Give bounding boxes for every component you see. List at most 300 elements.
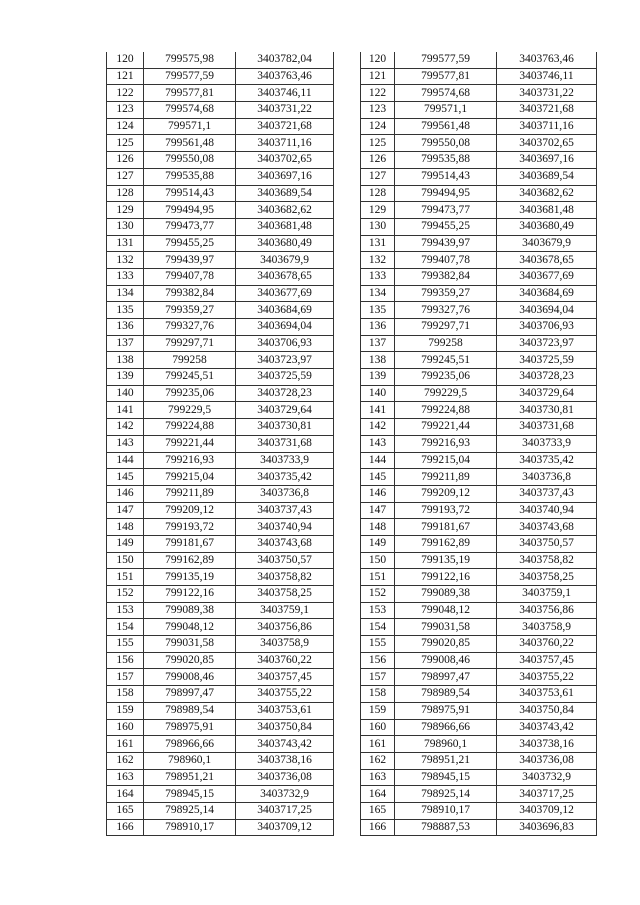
point-number-cell: 151 bbox=[107, 569, 144, 586]
point-number-cell: 139 bbox=[361, 369, 395, 386]
table-row bbox=[361, 419, 597, 436]
x-coordinate-cell: 799235,06 bbox=[144, 385, 236, 402]
x-coordinate-cell: 799494,95 bbox=[395, 185, 497, 202]
table-row bbox=[361, 719, 597, 736]
point-number-cell: 122 bbox=[361, 85, 395, 102]
point-number-cell: 162 bbox=[107, 752, 144, 769]
y-coordinate-cell: 3403756,86 bbox=[236, 619, 334, 636]
x-coordinate-cell: 798997,47 bbox=[144, 686, 236, 703]
point-number-cell: 144 bbox=[107, 452, 144, 469]
x-coordinate-cell: 799297,71 bbox=[395, 319, 497, 336]
x-coordinate-cell: 799216,93 bbox=[144, 452, 236, 469]
y-coordinate-cell: 3403696,83 bbox=[497, 819, 597, 836]
x-coordinate-cell: 798975,91 bbox=[144, 719, 236, 736]
x-coordinate-cell: 799215,04 bbox=[395, 452, 497, 469]
x-coordinate-cell: 799455,25 bbox=[395, 218, 497, 235]
table-row bbox=[107, 469, 334, 486]
point-number-cell: 166 bbox=[361, 819, 395, 836]
table-row bbox=[107, 102, 334, 119]
point-number-cell: 137 bbox=[361, 335, 395, 352]
y-coordinate-cell: 3403743,42 bbox=[497, 719, 597, 736]
table-row bbox=[361, 702, 597, 719]
x-coordinate-cell: 799550,08 bbox=[144, 152, 236, 169]
x-coordinate-cell: 799162,89 bbox=[144, 552, 236, 569]
table-row bbox=[361, 519, 597, 536]
x-coordinate-cell: 799439,97 bbox=[395, 235, 497, 252]
point-number-cell: 133 bbox=[107, 268, 144, 285]
x-coordinate-cell: 799359,27 bbox=[395, 285, 497, 302]
point-number-cell: 160 bbox=[107, 719, 144, 736]
table-row bbox=[107, 719, 334, 736]
y-coordinate-cell: 3403737,43 bbox=[497, 485, 597, 502]
y-coordinate-cell: 3403689,54 bbox=[497, 168, 597, 185]
x-coordinate-cell: 799535,88 bbox=[395, 152, 497, 169]
point-number-cell: 130 bbox=[361, 218, 395, 235]
x-coordinate-cell: 799382,84 bbox=[144, 285, 236, 302]
table-row bbox=[107, 369, 334, 386]
y-coordinate-cell: 3403725,59 bbox=[236, 369, 334, 386]
x-coordinate-cell: 799382,84 bbox=[395, 268, 497, 285]
x-coordinate-cell: 799122,16 bbox=[395, 569, 497, 586]
point-number-cell: 156 bbox=[361, 652, 395, 669]
point-number-cell: 135 bbox=[107, 302, 144, 319]
table-row bbox=[107, 586, 334, 603]
y-coordinate-cell: 3403729,64 bbox=[497, 385, 597, 402]
x-coordinate-cell: 799574,68 bbox=[144, 102, 236, 119]
y-coordinate-cell: 3403729,64 bbox=[236, 402, 334, 419]
table-row bbox=[361, 769, 597, 786]
y-coordinate-cell: 3403763,46 bbox=[497, 52, 597, 68]
point-number-cell: 159 bbox=[361, 702, 395, 719]
point-number-cell: 156 bbox=[107, 652, 144, 669]
x-coordinate-cell: 798945,15 bbox=[144, 786, 236, 803]
x-coordinate-cell: 798960,1 bbox=[144, 752, 236, 769]
table-row bbox=[107, 402, 334, 419]
point-number-cell: 161 bbox=[107, 736, 144, 753]
y-coordinate-cell: 3403758,9 bbox=[497, 619, 597, 636]
table-row bbox=[107, 669, 334, 686]
y-coordinate-cell: 3403681,48 bbox=[236, 218, 334, 235]
point-number-cell: 155 bbox=[107, 636, 144, 653]
y-coordinate-cell: 3403731,22 bbox=[497, 85, 597, 102]
point-number-cell: 152 bbox=[361, 586, 395, 603]
table-row bbox=[361, 802, 597, 819]
x-coordinate-cell: 799327,76 bbox=[144, 319, 236, 336]
point-number-cell: 143 bbox=[107, 435, 144, 452]
table-row bbox=[107, 535, 334, 552]
y-coordinate-cell: 3403678,65 bbox=[236, 268, 334, 285]
y-coordinate-cell: 3403723,97 bbox=[236, 352, 334, 369]
x-coordinate-cell: 799359,27 bbox=[144, 302, 236, 319]
x-coordinate-cell: 798997,47 bbox=[395, 669, 497, 686]
left-table-body bbox=[107, 52, 334, 836]
x-coordinate-cell: 799575,98 bbox=[144, 52, 236, 68]
table-row bbox=[107, 85, 334, 102]
y-coordinate-cell: 3403758,82 bbox=[497, 552, 597, 569]
table-row bbox=[361, 185, 597, 202]
point-number-cell: 158 bbox=[107, 686, 144, 703]
y-coordinate-cell: 3403684,69 bbox=[236, 302, 334, 319]
table-row bbox=[107, 819, 334, 836]
y-coordinate-cell: 3403735,42 bbox=[236, 469, 334, 486]
x-coordinate-cell: 799020,85 bbox=[395, 636, 497, 653]
y-coordinate-cell: 3403732,9 bbox=[497, 769, 597, 786]
y-coordinate-cell: 3403702,65 bbox=[497, 135, 597, 152]
table-row bbox=[361, 285, 597, 302]
y-coordinate-cell: 3403731,22 bbox=[236, 102, 334, 119]
x-coordinate-cell: 798887,53 bbox=[395, 819, 497, 836]
point-number-cell: 152 bbox=[107, 586, 144, 603]
x-coordinate-cell: 799455,25 bbox=[144, 235, 236, 252]
point-number-cell: 140 bbox=[361, 385, 395, 402]
y-coordinate-cell: 3403759,1 bbox=[497, 586, 597, 603]
y-coordinate-cell: 3403740,94 bbox=[497, 502, 597, 519]
x-coordinate-cell: 798951,21 bbox=[395, 752, 497, 769]
point-number-cell: 122 bbox=[107, 85, 144, 102]
table-row bbox=[361, 118, 597, 135]
x-coordinate-cell: 799224,88 bbox=[395, 402, 497, 419]
table-row bbox=[361, 202, 597, 219]
point-number-cell: 135 bbox=[361, 302, 395, 319]
right-coordinate-table bbox=[360, 52, 597, 836]
table-row bbox=[107, 168, 334, 185]
x-coordinate-cell: 798925,14 bbox=[144, 802, 236, 819]
point-number-cell: 128 bbox=[107, 185, 144, 202]
x-coordinate-cell: 799089,38 bbox=[144, 602, 236, 619]
table-row bbox=[107, 302, 334, 319]
x-coordinate-cell: 798910,17 bbox=[395, 802, 497, 819]
y-coordinate-cell: 3403750,57 bbox=[497, 535, 597, 552]
table-row bbox=[361, 652, 597, 669]
y-coordinate-cell: 3403728,23 bbox=[497, 369, 597, 386]
table-row bbox=[361, 535, 597, 552]
y-coordinate-cell: 3403717,25 bbox=[236, 802, 334, 819]
y-coordinate-cell: 3403738,16 bbox=[236, 752, 334, 769]
x-coordinate-cell: 799571,1 bbox=[395, 102, 497, 119]
y-coordinate-cell: 3403755,22 bbox=[497, 669, 597, 686]
y-coordinate-cell: 3403746,11 bbox=[497, 68, 597, 85]
point-number-cell: 166 bbox=[107, 819, 144, 836]
table-row bbox=[107, 736, 334, 753]
point-number-cell: 137 bbox=[107, 335, 144, 352]
x-coordinate-cell: 799439,97 bbox=[144, 252, 236, 269]
table-row bbox=[107, 552, 334, 569]
y-coordinate-cell: 3403697,16 bbox=[497, 152, 597, 169]
point-number-cell: 124 bbox=[361, 118, 395, 135]
y-coordinate-cell: 3403757,45 bbox=[236, 669, 334, 686]
x-coordinate-cell: 798966,66 bbox=[144, 736, 236, 753]
x-coordinate-cell: 799215,04 bbox=[144, 469, 236, 486]
x-coordinate-cell: 799162,89 bbox=[395, 535, 497, 552]
x-coordinate-cell: 799211,89 bbox=[144, 485, 236, 502]
x-coordinate-cell: 799181,67 bbox=[395, 519, 497, 536]
y-coordinate-cell: 3403711,16 bbox=[236, 135, 334, 152]
point-number-cell: 162 bbox=[361, 752, 395, 769]
table-row bbox=[361, 686, 597, 703]
point-number-cell: 160 bbox=[361, 719, 395, 736]
x-coordinate-cell: 799216,93 bbox=[395, 435, 497, 452]
table-row bbox=[107, 619, 334, 636]
table-row bbox=[361, 602, 597, 619]
point-number-cell: 165 bbox=[361, 802, 395, 819]
point-number-cell: 124 bbox=[107, 118, 144, 135]
x-coordinate-cell: 799571,1 bbox=[144, 118, 236, 135]
y-coordinate-cell: 3403757,45 bbox=[497, 652, 597, 669]
table-row bbox=[107, 636, 334, 653]
x-coordinate-cell: 799258 bbox=[144, 352, 236, 369]
table-row bbox=[107, 802, 334, 819]
point-number-cell: 129 bbox=[361, 202, 395, 219]
x-coordinate-cell: 799550,08 bbox=[395, 135, 497, 152]
y-coordinate-cell: 3403738,16 bbox=[497, 736, 597, 753]
point-number-cell: 163 bbox=[107, 769, 144, 786]
x-coordinate-cell: 799514,43 bbox=[144, 185, 236, 202]
point-number-cell: 127 bbox=[361, 168, 395, 185]
point-number-cell: 139 bbox=[107, 369, 144, 386]
point-number-cell: 132 bbox=[107, 252, 144, 269]
y-coordinate-cell: 3403682,62 bbox=[497, 185, 597, 202]
table-row bbox=[107, 352, 334, 369]
y-coordinate-cell: 3403759,1 bbox=[236, 602, 334, 619]
x-coordinate-cell: 798989,54 bbox=[144, 702, 236, 719]
table-row bbox=[361, 402, 597, 419]
x-coordinate-cell: 798951,21 bbox=[144, 769, 236, 786]
table-row bbox=[107, 652, 334, 669]
point-number-cell: 141 bbox=[361, 402, 395, 419]
point-number-cell: 165 bbox=[107, 802, 144, 819]
x-coordinate-cell: 799048,12 bbox=[144, 619, 236, 636]
y-coordinate-cell: 3403709,12 bbox=[497, 802, 597, 819]
y-coordinate-cell: 3403721,68 bbox=[497, 102, 597, 119]
point-number-cell: 153 bbox=[361, 602, 395, 619]
table-row bbox=[107, 519, 334, 536]
y-coordinate-cell: 3403731,68 bbox=[497, 419, 597, 436]
y-coordinate-cell: 3403684,69 bbox=[497, 285, 597, 302]
x-coordinate-cell: 799089,38 bbox=[395, 586, 497, 603]
table-row bbox=[361, 819, 597, 836]
table-row bbox=[107, 385, 334, 402]
point-number-cell: 121 bbox=[361, 68, 395, 85]
y-coordinate-cell: 3403680,49 bbox=[236, 235, 334, 252]
point-number-cell: 138 bbox=[361, 352, 395, 369]
x-coordinate-cell: 799122,16 bbox=[144, 586, 236, 603]
y-coordinate-cell: 3403677,69 bbox=[497, 268, 597, 285]
point-number-cell: 144 bbox=[361, 452, 395, 469]
x-coordinate-cell: 799473,77 bbox=[144, 218, 236, 235]
table-row bbox=[361, 352, 597, 369]
y-coordinate-cell: 3403682,62 bbox=[236, 202, 334, 219]
point-number-cell: 149 bbox=[361, 535, 395, 552]
table-row bbox=[361, 586, 597, 603]
table-row bbox=[107, 502, 334, 519]
left-coordinate-table bbox=[106, 52, 334, 836]
point-number-cell: 141 bbox=[107, 402, 144, 419]
y-coordinate-cell: 3403760,22 bbox=[236, 652, 334, 669]
x-coordinate-cell: 799235,06 bbox=[395, 369, 497, 386]
y-coordinate-cell: 3403743,68 bbox=[236, 535, 334, 552]
x-coordinate-cell: 799574,68 bbox=[395, 85, 497, 102]
table-row bbox=[361, 268, 597, 285]
right-table-body bbox=[361, 52, 597, 836]
table-row bbox=[107, 68, 334, 85]
table-row bbox=[361, 435, 597, 452]
point-number-cell: 134 bbox=[361, 285, 395, 302]
x-coordinate-cell: 799561,48 bbox=[395, 118, 497, 135]
point-number-cell: 126 bbox=[361, 152, 395, 169]
point-number-cell: 148 bbox=[107, 519, 144, 536]
x-coordinate-cell: 799577,81 bbox=[395, 68, 497, 85]
x-coordinate-cell: 799577,59 bbox=[144, 68, 236, 85]
y-coordinate-cell: 3403746,11 bbox=[236, 85, 334, 102]
point-number-cell: 147 bbox=[361, 502, 395, 519]
x-coordinate-cell: 799008,46 bbox=[395, 652, 497, 669]
y-coordinate-cell: 3403750,57 bbox=[236, 552, 334, 569]
y-coordinate-cell: 3403731,68 bbox=[236, 435, 334, 452]
table-row bbox=[361, 218, 597, 235]
point-number-cell: 157 bbox=[361, 669, 395, 686]
x-coordinate-cell: 798925,14 bbox=[395, 786, 497, 803]
x-coordinate-cell: 799407,78 bbox=[395, 252, 497, 269]
y-coordinate-cell: 3403689,54 bbox=[236, 185, 334, 202]
table-row bbox=[107, 569, 334, 586]
point-number-cell: 149 bbox=[107, 535, 144, 552]
x-coordinate-cell: 799473,77 bbox=[395, 202, 497, 219]
table-row bbox=[107, 769, 334, 786]
point-number-cell: 121 bbox=[107, 68, 144, 85]
x-coordinate-cell: 799258 bbox=[395, 335, 497, 352]
x-coordinate-cell: 799211,89 bbox=[395, 469, 497, 486]
y-coordinate-cell: 3403730,81 bbox=[497, 402, 597, 419]
x-coordinate-cell: 798989,54 bbox=[395, 686, 497, 703]
table-row bbox=[361, 85, 597, 102]
point-number-cell: 125 bbox=[361, 135, 395, 152]
point-number-cell: 146 bbox=[107, 485, 144, 502]
y-coordinate-cell: 3403750,84 bbox=[236, 719, 334, 736]
table-row bbox=[107, 335, 334, 352]
y-coordinate-cell: 3403697,16 bbox=[236, 168, 334, 185]
point-number-cell: 123 bbox=[361, 102, 395, 119]
point-number-cell: 161 bbox=[361, 736, 395, 753]
point-number-cell: 154 bbox=[107, 619, 144, 636]
y-coordinate-cell: 3403732,9 bbox=[236, 786, 334, 803]
table-row bbox=[107, 702, 334, 719]
table-row bbox=[107, 135, 334, 152]
point-number-cell: 163 bbox=[361, 769, 395, 786]
y-coordinate-cell: 3403679,9 bbox=[497, 235, 597, 252]
y-coordinate-cell: 3403758,82 bbox=[236, 569, 334, 586]
point-number-cell: 131 bbox=[107, 235, 144, 252]
table-row bbox=[361, 385, 597, 402]
x-coordinate-cell: 799297,71 bbox=[144, 335, 236, 352]
y-coordinate-cell: 3403733,9 bbox=[497, 435, 597, 452]
point-number-cell: 133 bbox=[361, 268, 395, 285]
y-coordinate-cell: 3403678,65 bbox=[497, 252, 597, 269]
x-coordinate-cell: 798966,66 bbox=[395, 719, 497, 736]
y-coordinate-cell: 3403711,16 bbox=[497, 118, 597, 135]
table-row bbox=[361, 786, 597, 803]
x-coordinate-cell: 799327,76 bbox=[395, 302, 497, 319]
y-coordinate-cell: 3403743,68 bbox=[497, 519, 597, 536]
table-row bbox=[361, 52, 597, 68]
x-coordinate-cell: 799229,5 bbox=[395, 385, 497, 402]
table-row bbox=[361, 102, 597, 119]
point-number-cell: 150 bbox=[361, 552, 395, 569]
point-number-cell: 147 bbox=[107, 502, 144, 519]
point-number-cell: 145 bbox=[107, 469, 144, 486]
table-row bbox=[361, 68, 597, 85]
y-coordinate-cell: 3403737,43 bbox=[236, 502, 334, 519]
table-row bbox=[107, 252, 334, 269]
y-coordinate-cell: 3403725,59 bbox=[497, 352, 597, 369]
point-number-cell: 154 bbox=[361, 619, 395, 636]
x-coordinate-cell: 799031,58 bbox=[395, 619, 497, 636]
table-row bbox=[107, 485, 334, 502]
y-coordinate-cell: 3403717,25 bbox=[497, 786, 597, 803]
y-coordinate-cell: 3403706,93 bbox=[497, 319, 597, 336]
table-row bbox=[107, 419, 334, 436]
x-coordinate-cell: 798960,1 bbox=[395, 736, 497, 753]
point-number-cell: 143 bbox=[361, 435, 395, 452]
y-coordinate-cell: 3403763,46 bbox=[236, 68, 334, 85]
y-coordinate-cell: 3403733,9 bbox=[236, 452, 334, 469]
table-row bbox=[107, 452, 334, 469]
y-coordinate-cell: 3403702,65 bbox=[236, 152, 334, 169]
point-number-cell: 159 bbox=[107, 702, 144, 719]
point-number-cell: 164 bbox=[361, 786, 395, 803]
table-row bbox=[361, 302, 597, 319]
table-row bbox=[107, 218, 334, 235]
point-number-cell: 142 bbox=[107, 419, 144, 436]
x-coordinate-cell: 799193,72 bbox=[395, 502, 497, 519]
x-coordinate-cell: 799561,48 bbox=[144, 135, 236, 152]
point-number-cell: 145 bbox=[361, 469, 395, 486]
table-row bbox=[361, 502, 597, 519]
point-number-cell: 136 bbox=[107, 319, 144, 336]
x-coordinate-cell: 799577,81 bbox=[144, 85, 236, 102]
y-coordinate-cell: 3403694,04 bbox=[497, 302, 597, 319]
point-number-cell: 128 bbox=[361, 185, 395, 202]
x-coordinate-cell: 799135,19 bbox=[395, 552, 497, 569]
table-row bbox=[361, 135, 597, 152]
table-row bbox=[361, 636, 597, 653]
point-number-cell: 146 bbox=[361, 485, 395, 502]
x-coordinate-cell: 799209,12 bbox=[395, 485, 497, 502]
table-row bbox=[107, 152, 334, 169]
point-number-cell: 136 bbox=[361, 319, 395, 336]
x-coordinate-cell: 799135,19 bbox=[144, 569, 236, 586]
y-coordinate-cell: 3403758,25 bbox=[497, 569, 597, 586]
x-coordinate-cell: 799221,44 bbox=[144, 435, 236, 452]
point-number-cell: 132 bbox=[361, 252, 395, 269]
x-coordinate-cell: 798945,15 bbox=[395, 769, 497, 786]
y-coordinate-cell: 3403730,81 bbox=[236, 419, 334, 436]
table-row bbox=[361, 669, 597, 686]
y-coordinate-cell: 3403677,69 bbox=[236, 285, 334, 302]
point-number-cell: 131 bbox=[361, 235, 395, 252]
table-row bbox=[107, 118, 334, 135]
y-coordinate-cell: 3403681,48 bbox=[497, 202, 597, 219]
y-coordinate-cell: 3403723,97 bbox=[497, 335, 597, 352]
point-number-cell: 153 bbox=[107, 602, 144, 619]
x-coordinate-cell: 799224,88 bbox=[144, 419, 236, 436]
table-row bbox=[361, 235, 597, 252]
x-coordinate-cell: 799245,51 bbox=[144, 369, 236, 386]
table-row bbox=[361, 319, 597, 336]
point-number-cell: 120 bbox=[361, 52, 395, 68]
point-number-cell: 142 bbox=[361, 419, 395, 436]
table-row bbox=[107, 752, 334, 769]
y-coordinate-cell: 3403740,94 bbox=[236, 519, 334, 536]
